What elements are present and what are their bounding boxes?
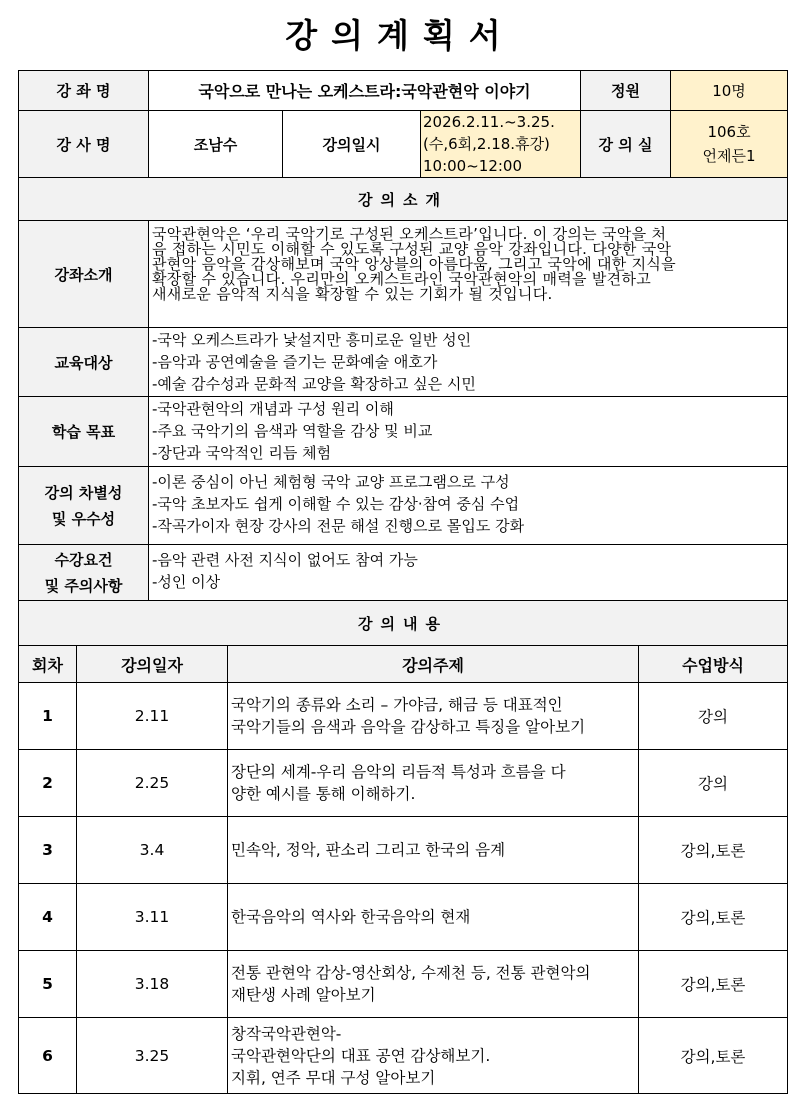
schedule-label: 강의일시 bbox=[283, 111, 421, 178]
header-method: 수업방식 bbox=[639, 646, 788, 683]
session-method: 강의,토론 bbox=[639, 951, 788, 1018]
requirement-item: -음악 관련 사전 지식이 없어도 참여 가능 bbox=[152, 551, 418, 569]
merit-item: -국악 초보자도 쉽게 이해할 수 있는 감상·참여 중심 수업 bbox=[152, 495, 520, 513]
goals-list bbox=[149, 397, 788, 467]
intro-line: 관현악 음악을 감상해보며 국악 앙상블의 아름다움, 그리고 국악에 대한 지식을 bbox=[152, 255, 676, 273]
merits-label-line: 및 우수성 bbox=[51, 509, 116, 528]
merit-item: -작곡가이자 현장 강사의 전문 해설 진행으로 몰입도 강화 bbox=[152, 517, 525, 535]
content-section-header: 강의내용 bbox=[19, 601, 788, 646]
session-topic bbox=[228, 1018, 639, 1094]
session-topic bbox=[228, 683, 639, 750]
session-topic bbox=[228, 750, 639, 817]
session-topic bbox=[228, 884, 639, 951]
room-label: 강 의 실 bbox=[581, 111, 671, 178]
merit-item: -이론 중심이 아닌 체험형 국악 교양 프로그램으로 구성 bbox=[152, 473, 510, 491]
session-topic bbox=[228, 817, 639, 884]
target-item: -국악 오케스트라가 낯설지만 흥미로운 일반 성인 bbox=[152, 331, 472, 349]
session-topic bbox=[228, 951, 639, 1018]
room-value bbox=[671, 111, 788, 178]
lecture-schedule-table bbox=[18, 645, 788, 1094]
intro-line: 음 접하는 시민도 이해할 수 있도록 구성된 교양 음악 강좌입니다. 다양한 국악 bbox=[152, 240, 672, 258]
session-number: 3 bbox=[19, 817, 77, 884]
merits-label bbox=[19, 467, 149, 545]
course-info-table bbox=[18, 70, 788, 646]
intro-line: 새새로운 음악적 지식을 확장할 수 있는 기회가 될 것입니다. bbox=[152, 285, 553, 303]
session-method: 강의 bbox=[639, 683, 788, 750]
topic-line: 국악관현악단의 대표 공연 감상해보기. bbox=[231, 1046, 491, 1065]
session-number: 5 bbox=[19, 951, 77, 1018]
requirements-label-line: 수강요건 bbox=[54, 550, 113, 569]
session-method: 강의 bbox=[639, 750, 788, 817]
session-date: 3.4 bbox=[77, 817, 228, 884]
topic-line: 재탄생 사례 알아보기 bbox=[231, 986, 376, 1004]
session-date: 2.25 bbox=[77, 750, 228, 817]
goals-label: 학습 목표 bbox=[19, 397, 149, 467]
table-row bbox=[19, 817, 788, 884]
session-method: 강의,토론 bbox=[639, 884, 788, 951]
topic-line: 국악기의 종류와 소리 – 가야금, 해금 등 대표적인 bbox=[231, 696, 563, 714]
course-name-label: 강 좌 명 bbox=[19, 71, 149, 111]
topic-line: 장단의 세계-우리 음악의 리듬적 특성과 흐름을 다 bbox=[231, 763, 566, 781]
header-date: 강의일자 bbox=[77, 646, 228, 683]
capacity-value: 10명 bbox=[671, 71, 788, 111]
goal-item: -국악관현악의 개념과 구성 원리 이해 bbox=[152, 400, 394, 418]
session-number: 6 bbox=[19, 1018, 77, 1094]
topic-line: 국악기들의 음색과 음악을 감상하고 특징을 알아보기 bbox=[231, 718, 586, 736]
topic-line: 민속악, 정악, 판소리 그리고 한국의 음계 bbox=[231, 841, 506, 859]
session-date: 2.11 bbox=[77, 683, 228, 750]
room-name: 언제든1 bbox=[702, 147, 756, 165]
header-topic: 강의주제 bbox=[228, 646, 639, 683]
requirement-item: -성인 이상 bbox=[152, 573, 221, 591]
topic-line: 양한 예시를 통해 이해하기. bbox=[231, 785, 416, 803]
table-row bbox=[19, 884, 788, 951]
session-method: 강의,토론 bbox=[639, 817, 788, 884]
target-label: 교육대상 bbox=[19, 328, 149, 397]
topic-line: 전통 관현악 감상-영산회상, 수제천 등, 전통 관현악의 bbox=[231, 964, 591, 982]
header-session: 회차 bbox=[19, 646, 77, 683]
course-intro-text bbox=[149, 221, 788, 328]
capacity-label: 정원 bbox=[581, 71, 671, 111]
session-number: 2 bbox=[19, 750, 77, 817]
topic-line: 한국음악의 역사와 한국음악의 현재 bbox=[231, 908, 471, 926]
course-name: 국악으로 만나는 오케스트라:국악관현악 이야기 bbox=[149, 71, 581, 111]
session-number: 1 bbox=[19, 683, 77, 750]
target-item: -예술 감수성과 문화적 교양을 확장하고 싶은 시민 bbox=[152, 375, 476, 393]
page-title: 강의계획서 bbox=[285, 16, 515, 55]
topic-line: 지휘, 연주 무대 구성 알아보기 bbox=[231, 1068, 436, 1087]
schedule-line: 2026.2.11.~3.25. bbox=[423, 113, 555, 131]
target-item: -음악과 공연예술을 즐기는 문화예술 애호가 bbox=[152, 353, 438, 371]
table-row bbox=[19, 951, 788, 1018]
course-intro-label: 강좌소개 bbox=[19, 221, 149, 328]
table-row bbox=[19, 1018, 788, 1094]
instructor-label: 강 사 명 bbox=[19, 111, 149, 178]
instructor-name: 조남수 bbox=[149, 111, 283, 178]
requirements-label-line: 및 주의사항 bbox=[44, 576, 123, 595]
table-row bbox=[19, 750, 788, 817]
requirements-list bbox=[149, 545, 788, 601]
merits-list bbox=[149, 467, 788, 545]
table-row bbox=[19, 683, 788, 750]
room-number: 106호 bbox=[707, 123, 751, 141]
schedule-value bbox=[421, 111, 581, 178]
session-method: 강의,토론 bbox=[639, 1018, 788, 1094]
requirements-label bbox=[19, 545, 149, 601]
intro-line: 국악관현악은 ‘우리 국악기로 구성된 오케스트라’입니다. 이 강의는 국악을 처 bbox=[152, 225, 667, 243]
merits-label-line: 강의 차별성 bbox=[44, 483, 123, 502]
session-date: 3.11 bbox=[77, 884, 228, 951]
target-list bbox=[149, 328, 788, 397]
schedule-line: (수,6회,2.18.휴강) bbox=[423, 135, 550, 153]
topic-line: 창작국악관현악- bbox=[231, 1024, 342, 1043]
session-number: 4 bbox=[19, 884, 77, 951]
intro-section-header: 강의소개 bbox=[19, 178, 788, 221]
goal-item: -주요 국악기의 음색과 역할을 감상 및 비교 bbox=[152, 422, 433, 440]
schedule-line: 10:00~12:00 bbox=[423, 157, 523, 175]
intro-line: 확장할 수 있습니다. 우리만의 오케스트라인 국악관현악의 매력을 발견하고 bbox=[152, 270, 652, 288]
session-date: 3.18 bbox=[77, 951, 228, 1018]
goal-item: -장단과 국악적인 리듬 체험 bbox=[152, 444, 332, 462]
session-date: 3.25 bbox=[77, 1018, 228, 1094]
